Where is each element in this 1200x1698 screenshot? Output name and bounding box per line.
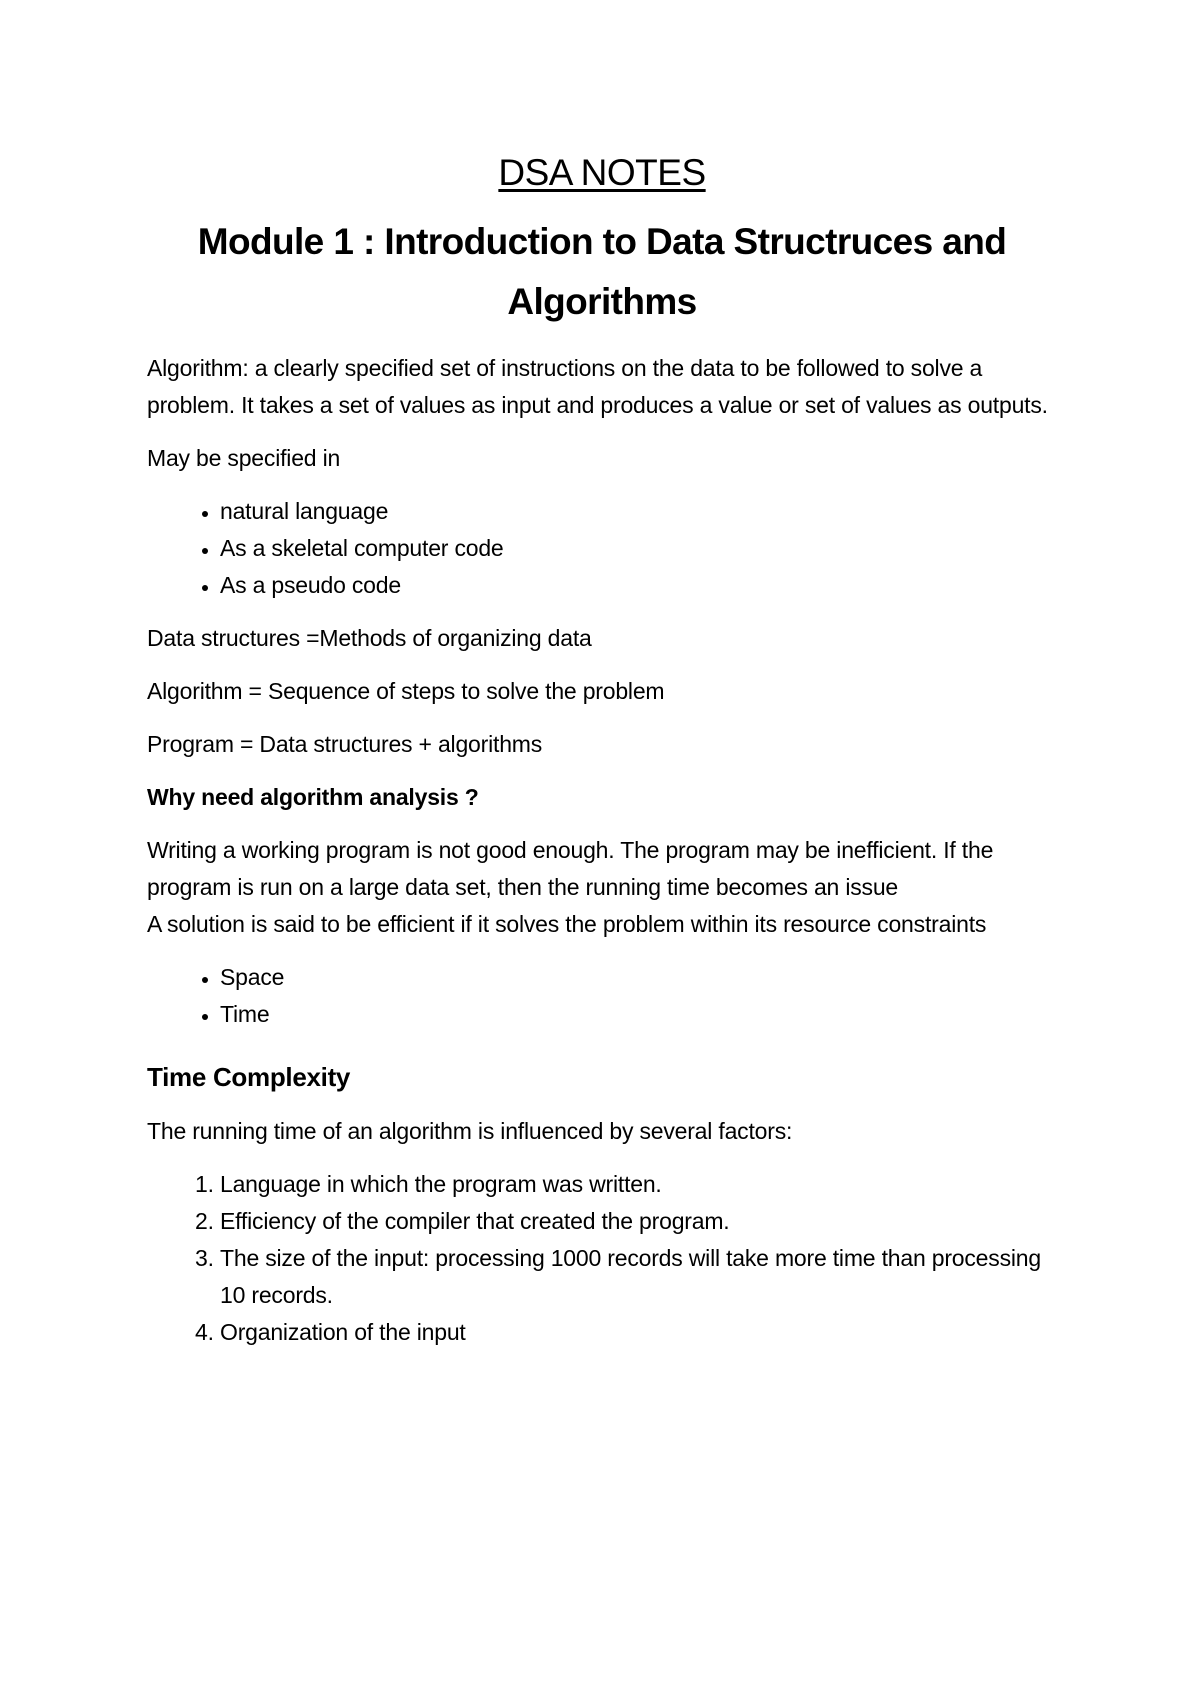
- program-line: Program = Data structures + algorithms: [147, 731, 543, 757]
- specified-in-list: [147, 493, 1057, 604]
- doc-title: DSA NOTES: [498, 152, 706, 193]
- list-item: 2. Efficiency of the compiler that created the program.: [220, 1203, 1057, 1240]
- why-paragraph-1: Writing a working program is not good enough. The program may be inefficient. If the program is run on a large data set, then the running time becomes an issue: [147, 837, 994, 900]
- constraints-list: [147, 959, 1057, 1033]
- algorithm-definition: Algorithm: a clearly specified set of instructions on the data to be followed to solve a problem. It takes a set of values as input and produces a value or set of values as outputs.: [147, 355, 1048, 418]
- list-item: 3. The size of the input: processing 1000 records will take more time than processing 10 records.: [220, 1240, 1057, 1314]
- list-item: 4. Organization of the input: [220, 1314, 1057, 1351]
- list-item: • natural language: [220, 493, 1057, 530]
- list-item: 1. Language in which the program was written.: [220, 1166, 1057, 1203]
- why-heading: Why need algorithm analysis ?: [147, 784, 479, 810]
- algorithm-line: Algorithm = Sequence of steps to solve the problem: [147, 678, 665, 704]
- factors-intro: The running time of an algorithm is influenced by several factors:: [147, 1118, 793, 1144]
- module-heading: Module 1 : Introduction to Data Structruces and Algorithms: [197, 221, 1007, 322]
- data-structures-line: Data structures =Methods of organizing data: [147, 625, 592, 651]
- time-complexity-heading: Time Complexity: [147, 1062, 351, 1092]
- list-item: • As a pseudo code: [220, 567, 1057, 604]
- list-item: • Space: [220, 959, 1057, 996]
- list-item: • As a skeletal computer code: [220, 530, 1057, 567]
- why-paragraph-2: A solution is said to be efficient if it solves the problem within its resource constraints: [147, 911, 987, 937]
- factors-list: [147, 1166, 1057, 1351]
- document-content: [147, 148, 1057, 1367]
- specified-in-label: May be specified in: [147, 445, 341, 471]
- list-item: • Time: [220, 996, 1057, 1033]
